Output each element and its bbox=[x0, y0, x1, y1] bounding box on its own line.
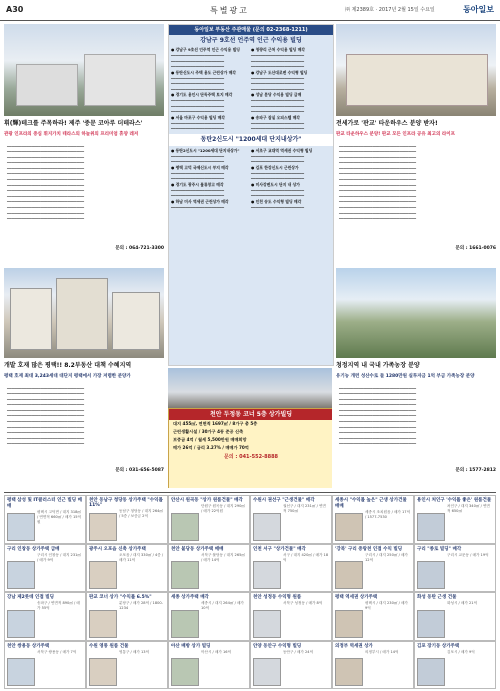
ad-cell bbox=[250, 592, 332, 641]
promo-inquiry: 문의 : 041-552-8888 bbox=[223, 454, 279, 460]
ad-cell bbox=[250, 495, 332, 544]
ad-title: 천안 불당동 상가주택 매매 bbox=[171, 546, 224, 552]
ad-cell bbox=[414, 641, 496, 690]
ad-photo bbox=[417, 561, 445, 589]
ad-title: 아산 배방 상가 빌딩 bbox=[171, 643, 211, 649]
ad-body: 권선구 / 대지 231㎡ / 연면적 750㎡ bbox=[283, 504, 326, 513]
ad-body: 구리시 인창동 / 대지 231㎡ / 매가 9억 bbox=[37, 552, 82, 562]
bullet-item: ● 경기도 광주시 물류창고 매각 bbox=[171, 181, 224, 187]
ad-title: 구리 인창동 상가주택 급매 bbox=[7, 546, 60, 552]
ad-cell bbox=[4, 495, 86, 544]
left-story-inquiry: 문의 : 064-721-3300 bbox=[115, 245, 164, 251]
ad-body: 동남구 청당동 / 대지 264㎡ / 5층 / 보증금 2억 bbox=[119, 509, 164, 518]
page-header bbox=[0, 0, 500, 21]
bullet-col-1: ● 강남구 9호선 언주역 인근 수익용 빌딩 ━━━━━━━━━━━━━━━━━━━━━━ ━━━━━━━━━━━━━━━━━━━━━━ ━━━━━━━━━━━━━━━━━━━━━━ ● 동탄신도시 주택 용도 근린상가 매각 ━━━━━━━━━━━━━━━━━━━━━━ ━━━━━━━━━━━━━━━━━━━━━━ ━━━━━━━━━━━━━━━━━━━━━━ ● 경기도 용인시 단독주택 토지 매각 ━━━━━━━━━━━━━━━━━━━━━━ ━━━━━━━━━━━━━━━━━━━━━━ ━━━━━━━━━━━━━━━━━━━━━━ ● 서울 마포구 수익용 빌딩 매각 ━━━━━━━━━━━━━━━━━━━━━━ ━━━━━━━━━━━━━━━━━━━━━━ bbox=[171, 47, 251, 132]
ad-body: 서북구 쌍용동 / 매가 7억 bbox=[37, 649, 77, 654]
ad-title: 판교 코너 상가 "수익률 6.5%" bbox=[89, 595, 152, 600]
bullet-item: ● 송파구 잠실 오피스텔 매각 bbox=[251, 114, 300, 120]
ad-cell bbox=[250, 544, 332, 593]
ad-photo bbox=[89, 513, 117, 541]
ad-cell bbox=[168, 592, 250, 641]
promo-item: 근린생활시설 / 30가구 4동 준공 신축 bbox=[173, 429, 244, 434]
ad-body: 평택시 고덕면 / 대지 318㎡ / 연면적 660㎡ / 매가 15억원 bbox=[37, 510, 82, 524]
ad-photo bbox=[7, 610, 35, 638]
listing-bullets-2 bbox=[169, 148, 333, 211]
ad-body: 처인구 / 대지 340㎡ / 연면적 650㎡ bbox=[447, 504, 490, 513]
ad-title: 세종시 "수익률 높은" 근생 상가건물 매매 bbox=[335, 498, 407, 509]
ad-body: 서북구 불당동 / 대지 265㎡ / 매가 14억 bbox=[201, 552, 246, 562]
ad-title: 화성 동탄 근생 건물 bbox=[417, 595, 457, 600]
ad-title: 천안 쌍용동 상가주택 bbox=[7, 643, 50, 649]
ad-photo bbox=[7, 513, 35, 541]
right-story-caption: 판교 타운하우스 분양! 판교 모든 인프라 공유 최고의 라이프 bbox=[336, 132, 455, 137]
ad-cell bbox=[414, 544, 496, 593]
promo-box bbox=[168, 368, 332, 488]
bullet-item: ● 강남구 도산대로변 수익형 빌딩 bbox=[251, 69, 308, 75]
bottom-left-story bbox=[4, 268, 164, 488]
ad-photo bbox=[335, 658, 363, 686]
bullet-item: ● 청량리 근처 수익용 빌딩 매각 bbox=[251, 47, 305, 52]
ad-body: 아산시 / 매가 16억 bbox=[201, 649, 232, 654]
ad-title: 안산시 원곡동 "상가 원룸건물" 매각 bbox=[171, 498, 243, 503]
ad-photo bbox=[253, 561, 281, 589]
bullet-item: ● 성남 분당 수익용 빌딩 급매 bbox=[251, 92, 302, 97]
bullet-item: ● 경기도 용인시 단독주택 토지 매각 bbox=[171, 92, 233, 97]
ad-cell bbox=[86, 544, 168, 593]
left-story-photo bbox=[4, 24, 164, 116]
ad-cell bbox=[4, 641, 86, 690]
bullet-item: ● 인천 송도 수익형 빌딩 매각 bbox=[251, 198, 302, 204]
bullet-col-2: ● 청량리 근처 수익용 빌딩 매각 ━━━━━━━━━━━━━━━━━━━━━━ ━━━━━━━━━━━━━━━━━━━━━━ ━━━━━━━━━━━━━━━━━━━━━━ ● 강남구 도산대로변 수익형 빌딩 ━━━━━━━━━━━━━━━━━━━━━━ ━━━━━━━━━━━━━━━━━━━━━━ ━━━━━━━━━━━━━━━━━━━━━━ ● 성남 분당 수익용 빌딩 급매 ━━━━━━━━━━━━━━━━━━━━━━ ━━━━━━━━━━━━━━━━━━━━━━ ━━━━━━━━━━━━━━━━━━━━━━ ● 송파구 잠실 오피스텔 매각 ━━━━━━━━━━━━━━━━━━━━━━ ━━━━━━━━━━━━━━━━━━━━━━ bbox=[251, 47, 331, 132]
bottom-right-story-caption: 유기농 개런 성산수로 들 1280만원 실투자금 1억 부금 가족농장 분양 bbox=[336, 374, 475, 379]
ad-photo bbox=[417, 513, 445, 541]
ad-photo bbox=[253, 610, 281, 638]
ad-photo bbox=[89, 610, 117, 638]
ad-photo bbox=[253, 513, 281, 541]
bullet-item: ● 동탄2신도시 "1200세대 단지내상가" bbox=[171, 147, 240, 153]
right-story-title: 전세가로 '판교' 타운하우스 분양 받자! bbox=[336, 120, 438, 127]
issue-date: ㈜ 제2389호 · 2017년 2월 15일 수요일 bbox=[345, 7, 435, 13]
ad-body: 서구 / 대지 420㎡ / 매가 18억 bbox=[283, 552, 329, 562]
ad-photo bbox=[7, 658, 35, 686]
bullet-item: ● 서울 마포구 수익용 빌딩 매각 bbox=[171, 114, 225, 120]
bullet-item: ● 미사강변도시 단지 내 상가 bbox=[251, 181, 300, 187]
ad-cell bbox=[250, 641, 332, 690]
ad-title: 광주시 오포읍 신축 상가주택 bbox=[89, 546, 146, 552]
ad-title: 세종 상가주택 매각 bbox=[171, 595, 209, 600]
listing-banner-title: 강남구 9호선 언주역 인근 수익용 빌딩 bbox=[200, 37, 302, 44]
ad-photo bbox=[335, 561, 363, 589]
ad-cell bbox=[332, 544, 414, 593]
promo-title: 천안 두정동 코너 5층 상가빌딩 bbox=[169, 409, 332, 420]
bullet2-col-1: ● 동탄2신도시 "1200세대 단지내상가" ━━━━━━━━━━━━━━━━━━━━━━ ━━━━━━━━━━━━━━━━━━━━━━ ● 평택 고덕 국제신도시 부지 매각 ━━━━━━━━━━━━━━━━━━━━━━ ━━━━━━━━━━━━━━━━━━━━━━ ● 경기도 광주시 물류창고 매각 ━━━━━━━━━━━━━━━━━━━━━━ ━━━━━━━━━━━━━━━━━━━━━━ ● 하남 미사 역세권 근린상가 매각 ━━━━━━━━━━━━━━━━━━━━━━ bbox=[171, 148, 251, 211]
ad-body: 단원구 원곡동 / 대지 290㎡ / 매가 22억원 bbox=[201, 504, 246, 513]
ad-title: 수원시 권선구 "근생건물" 매각 bbox=[253, 498, 315, 503]
ad-photo bbox=[171, 610, 199, 638]
ad-title: 김포 장기동 상가주택 bbox=[417, 643, 460, 649]
ad-photo bbox=[335, 610, 363, 638]
bottom-left-story-inquiry: 문의 : 031-656-5087 bbox=[115, 467, 164, 473]
ad-title: 인천 서구 "상가건물" 매각 bbox=[253, 546, 306, 552]
ad-body: 의정부시 / 매가 14억 bbox=[365, 649, 399, 654]
bullet-item: ● 동탄신도시 주택 용도 근린상가 매각 bbox=[171, 69, 236, 75]
bottom-right-story-inquiry: 문의 : 1577-2812 bbox=[455, 467, 496, 473]
bottom-right-story-photo bbox=[336, 268, 496, 358]
page-number: A30 bbox=[6, 5, 24, 14]
ad-photo bbox=[417, 610, 445, 638]
ad-photo bbox=[171, 658, 199, 686]
ad-cell bbox=[332, 592, 414, 641]
bullet-item: ● 서초구 교대역 역세권 수익형 빌딩 bbox=[251, 147, 313, 153]
ad-photo bbox=[335, 513, 363, 541]
ad-cell bbox=[168, 641, 250, 690]
right-story-inquiry: 문의 : 1661-0076 bbox=[455, 245, 496, 251]
ad-photo bbox=[7, 561, 35, 589]
promo-panel bbox=[168, 408, 332, 488]
ad-title: 의정부 역세권 상가 bbox=[335, 643, 373, 649]
bottom-left-story-body: ━━━━━━━━━━━━━━━━━━━━━━━━━━━━━━━━ ━━━━━━━━━━━━━━━━━━━━━━━━━━━━━━━━ ━━━━━━━━━━━━━━━━━━━━━━━━━━━━━━━━ ━━━━━━━━━━━━━━━━━━━━━━━━━━━━━━━━ ━━━━━━━━━━━━━━━━━━━━━━━━━━━━━━━━ ━━━━━━━━━━━━━━━━━━━━━━━━━━━━━━━━ ━━━━━━━━━━━━━━━━━━━━━━━━━━━━━━━━ ━━━━━━━━━━━━━━━━━━━━━━━━━━━━━━━━ ━━━━━━━━━━━━━━━━━━━━━━━━━━━━━━━━ ━━━━━━━━━━━━━━━━━━━━━━━━━━━━━━━━ ━━━━━━━━━━━━━━━━━━━━━━━━━━━━━━━━ bbox=[7, 385, 85, 447]
ad-body: 세종시 / 대지 264㎡ / 매가 10억 bbox=[201, 601, 244, 610]
ad-body: 영통구 / 매가 13억 bbox=[119, 649, 150, 654]
ad-title: 강남 제2롯데 인접 빌딩 bbox=[7, 595, 54, 600]
promo-item: 보증금 4억 / 월세 5,500만원 매매희망 bbox=[173, 437, 247, 442]
right-story-photo bbox=[336, 24, 496, 116]
bottom-right-story-title: 청정지역 내 국내 가족농장 분양 bbox=[336, 362, 420, 369]
left-story-caption: 관광 인프라의 중심 휘지가치 테라스의 하늘위의 프리미엄 휴양 레저 bbox=[4, 132, 139, 137]
ad-cell bbox=[414, 495, 496, 544]
left-story-body: ━━━━━━━━━━━━━━━━━━━━━━━━━━━━━━━━ ━━━━━━━━━━━━━━━━━━━━━━━━━━━━━━━━ ━━━━━━━━━━━━━━━━━━━━━━━━━━━━━━━━ ━━━━━━━━━━━━━━━━━━━━━━━━━━━━━━━━ ━━━━━━━━━━━━━━━━━━━━━━━━━━━━━━━━ ━━━━━━━━━━━━━━━━━━━━━━━━━━━━━━━━ ━━━━━━━━━━━━━━━━━━━━━━━━━━━━━━━━ ━━━━━━━━━━━━━━━━━━━━━━━━━━━━━━━━ ━━━━━━━━━━━━━━━━━━━━━━━━━━━━━━━━ ━━━━━━━━━━━━━━━━━━━━━━━━━━━━━━━━ ━━━━━━━━━━━━━━━━━━━━━━━━━━━━━━━━ ━━━━━━━━━━━━━━━━━━━━━━━━━━━━━━━━ ━━━━━━━━━━━━━━━━━━━━━━━━━━━━━━━━ ━━━━━━━━━━━━━━━━━━━━━━━━━━━━━━━━ bbox=[7, 143, 85, 222]
ad-cell bbox=[86, 641, 168, 690]
ad-title: 평택 역세권 상가주택 bbox=[335, 595, 378, 600]
bottom-left-story-title: 개발 호재 많은 평택!! 8.2부동산 대책 수혜지역 bbox=[4, 362, 132, 369]
ad-title: 평택 삼성 및 IT클러스터 인근 빌딩 매매 bbox=[7, 498, 83, 509]
ad-title: '강북' 구리 중랑천 인접 수익 빌딩 bbox=[335, 546, 403, 552]
ad-body: 송파구 / 연면적 890㎡ / 매가 55억 bbox=[37, 601, 80, 610]
left-story-title: 휘(輝)테크를 주목하라! 제주 '중문 코아루 더테라스' bbox=[4, 120, 143, 127]
ad-cell bbox=[86, 495, 168, 544]
bottom-right-story bbox=[336, 268, 496, 488]
ad-photo bbox=[417, 658, 445, 686]
promo-photo bbox=[168, 368, 332, 408]
bullet-item: ● 김포 한강신도시 근린상가 bbox=[251, 164, 299, 170]
ad-cell bbox=[4, 592, 86, 641]
ad-cell bbox=[86, 592, 168, 641]
ad-photo bbox=[171, 513, 199, 541]
section-title: 특별광고 bbox=[210, 6, 249, 15]
ad-cell bbox=[4, 544, 86, 593]
ad-body: 김포시 / 매가 9억 bbox=[447, 649, 475, 654]
bullet-item: ● 하남 미사 역세권 근린상가 매각 bbox=[171, 198, 229, 204]
newspaper-logo: 동아일보 bbox=[463, 4, 494, 14]
ad-body: 서북구 성정동 / 매가 8억 bbox=[283, 601, 323, 605]
listing-bullets bbox=[169, 47, 333, 132]
ad-cell bbox=[414, 592, 496, 641]
ad-photo bbox=[253, 658, 281, 686]
ad-cell bbox=[332, 495, 414, 544]
ad-body: 세종시 조치원읍 / 매가 17억 / 1577-7530 bbox=[365, 510, 411, 519]
listing-mid-title: 동탄2신도시 "1200세대 단지내상가" bbox=[169, 134, 333, 146]
ad-cell bbox=[168, 544, 250, 593]
ad-cell bbox=[168, 495, 250, 544]
bottom-right-story-body: ━━━━━━━━━━━━━━━━━━━━━━━━━━━━━━━━ ━━━━━━━━━━━━━━━━━━━━━━━━━━━━━━━━ ━━━━━━━━━━━━━━━━━━━━━━━━━━━━━━━━ ━━━━━━━━━━━━━━━━━━━━━━━━━━━━━━━━ ━━━━━━━━━━━━━━━━━━━━━━━━━━━━━━━━ ━━━━━━━━━━━━━━━━━━━━━━━━━━━━━━━━ ━━━━━━━━━━━━━━━━━━━━━━━━━━━━━━━━ ━━━━━━━━━━━━━━━━━━━━━━━━━━━━━━━━ ━━━━━━━━━━━━━━━━━━━━━━━━━━━━━━━━ ━━━━━━━━━━━━━━━━━━━━━━━━━━━━━━━━ ━━━━━━━━━━━━━━━━━━━━━━━━━━━━━━━━ bbox=[339, 385, 417, 447]
ad-photo bbox=[171, 561, 199, 589]
ad-title: 천안 동남구 청당동 상가주택 "수익률 11%" bbox=[89, 498, 163, 508]
right-story-body: ━━━━━━━━━━━━━━━━━━━━━━━━━━━━━━━━ ━━━━━━━━━━━━━━━━━━━━━━━━━━━━━━━━ ━━━━━━━━━━━━━━━━━━━━━━━━━━━━━━━━ ━━━━━━━━━━━━━━━━━━━━━━━━━━━━━━━━ ━━━━━━━━━━━━━━━━━━━━━━━━━━━━━━━━ ━━━━━━━━━━━━━━━━━━━━━━━━━━━━━━━━ ━━━━━━━━━━━━━━━━━━━━━━━━━━━━━━━━ ━━━━━━━━━━━━━━━━━━━━━━━━━━━━━━━━ ━━━━━━━━━━━━━━━━━━━━━━━━━━━━━━━━ ━━━━━━━━━━━━━━━━━━━━━━━━━━━━━━━━ ━━━━━━━━━━━━━━━━━━━━━━━━━━━━━━━━ ━━━━━━━━━━━━━━━━━━━━━━━━━━━━━━━━ ━━━━━━━━━━━━━━━━━━━━━━━━━━━━━━━━ ━━━━━━━━━━━━━━━━━━━━━━━━━━━━━━━━ bbox=[339, 143, 417, 222]
bullet2-col-2: ● 서초구 교대역 역세권 수익형 빌딩 ━━━━━━━━━━━━━━━━━━━━━━ ━━━━━━━━━━━━━━━━━━━━━━ ● 김포 한강신도시 근린상가 ━━━━━━━━━━━━━━━━━━━━━━ ━━━━━━━━━━━━━━━━━━━━━━ ● 미사강변도시 단지 내 상가 ━━━━━━━━━━━━━━━━━━━━━━ ━━━━━━━━━━━━━━━━━━━━━━ ● 인천 송도 수익형 빌딩 매각 ━━━━━━━━━━━━━━━━━━━━━━ bbox=[251, 148, 331, 211]
right-story bbox=[336, 24, 496, 264]
bullet-item: ● 평택 고덕 국제신도시 부지 매각 bbox=[171, 164, 229, 170]
ad-title: 용인시 처인구 '수익률 좋은' 원룸건물 bbox=[417, 498, 492, 503]
bullet-item: ● 강남구 9호선 언주역 인근 수익용 빌딩 bbox=[171, 47, 240, 52]
listing-banner bbox=[168, 24, 334, 366]
listing-banner-pre: 동아일보 부동산 주관매물 (문의 02-2368-1211) bbox=[169, 25, 333, 35]
ad-title: 안양 동안구 수익형 빌딩 bbox=[253, 643, 302, 649]
ad-body: 동안구 / 매가 24억 bbox=[283, 649, 314, 654]
ad-cell bbox=[332, 641, 414, 690]
ad-grid bbox=[4, 492, 496, 689]
ad-title: 구리 "종로 빌딩" 매각 bbox=[417, 546, 462, 552]
promo-item: 대지 455㎡, 연면적 1697㎡ / 8가구 총 5층 bbox=[173, 421, 258, 426]
ad-body: 오포읍 / 대지 330㎡ / 4층 / 매가 11억 bbox=[119, 552, 164, 562]
ad-title: 수원 영통 원룸 건물 bbox=[89, 643, 129, 649]
ad-body: 화성시 / 매가 21억 bbox=[447, 601, 478, 605]
bottom-left-story-photo bbox=[4, 268, 164, 358]
promo-item: 매가 26억 / 금리 3.27% / 매매가 70억 bbox=[173, 445, 249, 450]
left-story bbox=[4, 24, 164, 264]
ad-photo bbox=[89, 658, 117, 686]
bottom-left-story-caption: 평택 호재 최대 3,243세대 대단지 평택에서 가장 저렴한 분양가 bbox=[4, 374, 131, 379]
ad-photo bbox=[89, 561, 117, 589]
ad-body: 분당구 / 매가 28억 / 1800-1234 bbox=[119, 601, 163, 610]
ad-body: 구리시 교문동 / 매가 19억 bbox=[447, 552, 489, 557]
ad-title: 천안 성정동 수익형 원룸 bbox=[253, 595, 302, 600]
ad-body: 평택시 / 대지 230㎡ / 매가 9억 bbox=[365, 601, 408, 610]
ad-body: 구리시 / 대지 250㎡ / 매가 12억 bbox=[365, 552, 408, 562]
